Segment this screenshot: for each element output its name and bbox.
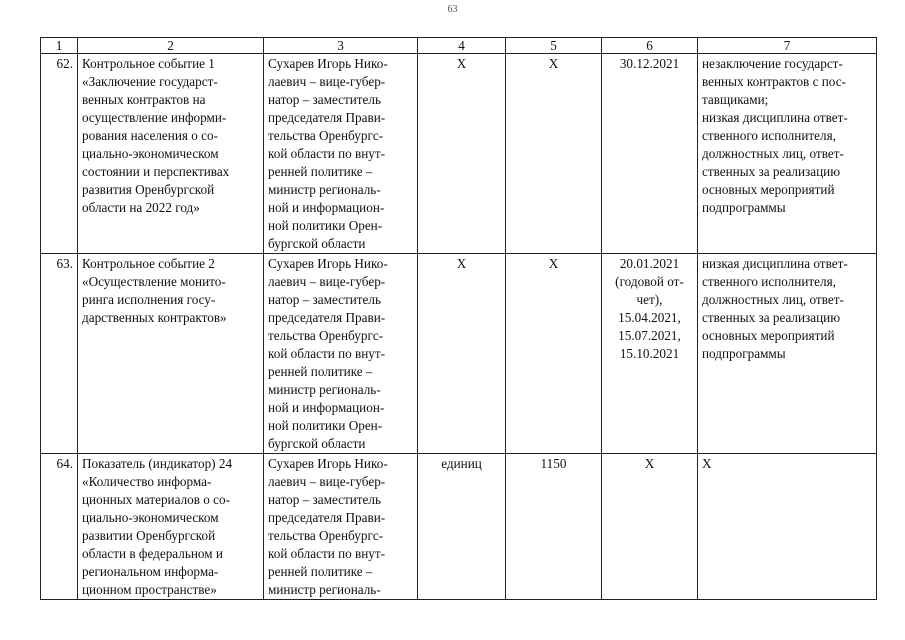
cell-line: Сухарев Игорь Нико- — [268, 256, 388, 271]
table-row — [41, 254, 877, 454]
column-number: 5 — [506, 38, 602, 54]
cell-line: ной политики Орен- — [268, 218, 383, 233]
event-cell — [78, 54, 264, 254]
cell-line: 30.12.2021 — [619, 56, 680, 71]
cell-line: (годовой от- — [615, 274, 684, 289]
responsible-cell — [264, 254, 418, 454]
cell-line: Контрольное событие 2 — [82, 256, 215, 271]
date-cell — [602, 254, 698, 454]
cell-line: кой области по внут- — [268, 146, 386, 161]
risks-cell — [698, 254, 877, 454]
column-number: 7 — [698, 38, 877, 54]
risks-cell — [698, 54, 877, 254]
cell-line: лаевич – вице-губер- — [268, 474, 386, 489]
cell-line: ной и информацион- — [268, 200, 385, 215]
event-cell — [78, 254, 264, 454]
cell-line: циально-экономическом — [82, 510, 219, 525]
cell-line: венных контрактов с пос- — [702, 74, 846, 89]
cell-line: должностных лиц, ответ- — [702, 146, 844, 161]
cell-line: ственного исполнителя, — [702, 128, 836, 143]
cell-line: Показатель (индикатор) 24 — [82, 456, 233, 471]
cell-line: 20.01.2021 — [619, 256, 680, 271]
cell-line: подпрограммы — [702, 346, 786, 361]
row-number: 64. — [41, 454, 78, 600]
cell-line: ственных за реализацию — [702, 164, 841, 179]
unit-cell: единиц — [418, 454, 506, 600]
cell-line: бургской области — [268, 436, 366, 451]
column-number: 3 — [264, 38, 418, 54]
cell-line: чет), — [636, 292, 663, 307]
cell-line: ринга исполнения госу- — [82, 292, 216, 307]
cell-line: основных мероприятий — [702, 328, 835, 343]
cell-line: ной и информацион- — [268, 400, 385, 415]
plan-table — [40, 37, 877, 600]
date-cell — [602, 54, 698, 254]
page-number: 63 — [447, 4, 458, 15]
cell-line: области в федеральном и — [82, 546, 223, 561]
value-cell: Х — [506, 54, 602, 254]
column-number: 2 — [78, 38, 264, 54]
cell-line: бургской области — [268, 236, 366, 251]
cell-line: ственного исполнителя, — [702, 274, 836, 289]
cell-line: 15.10.2021 — [619, 346, 680, 361]
row-number: 63. — [41, 254, 78, 454]
unit-cell: Х — [418, 254, 506, 454]
cell-line: развития Оренбургской — [82, 182, 215, 197]
cell-line: основных мероприятий — [702, 182, 835, 197]
cell-line: 15.07.2021, — [618, 328, 681, 343]
cell-line: ционных материалов о со- — [82, 492, 231, 507]
cell-line: председателя Прави- — [268, 310, 386, 325]
value-cell: Х — [506, 254, 602, 454]
cell-line: «Осуществление монито- — [82, 274, 226, 289]
cell-line: ренней политике – — [268, 164, 373, 179]
column-number: 6 — [602, 38, 698, 54]
cell-line: ционном пространстве» — [82, 582, 217, 597]
cell-line: Сухарев Игорь Нико- — [268, 456, 388, 471]
risks-cell — [698, 454, 877, 600]
cell-line: тельства Оренбургс- — [268, 328, 384, 343]
cell-line: министр региональ- — [268, 582, 381, 597]
cell-line: развитии Оренбургской — [82, 528, 216, 543]
cell-line: лаевич – вице-губер- — [268, 74, 386, 89]
table-row — [41, 454, 877, 600]
cell-line: 15.04.2021, — [618, 310, 681, 325]
cell-line: дарственных контрактов» — [82, 310, 227, 325]
cell-line: Х — [702, 456, 712, 471]
cell-line: низкая дисциплина ответ- — [702, 110, 848, 125]
cell-line: лаевич – вице-губер- — [268, 274, 386, 289]
cell-line: Контрольное событие 1 — [82, 56, 215, 71]
cell-line: председателя Прави- — [268, 510, 386, 525]
cell-line: натор – заместитель — [268, 292, 382, 307]
cell-line: тельства Оренбургс- — [268, 128, 384, 143]
cell-line: состоянии и перспективах — [82, 164, 230, 179]
cell-line: кой области по внут- — [268, 546, 386, 561]
cell-line: «Заключение государст- — [82, 74, 218, 89]
cell-line: натор – заместитель — [268, 92, 382, 107]
responsible-cell — [264, 454, 418, 600]
cell-line: осуществление информи- — [82, 110, 227, 125]
cell-line: циально-экономическом — [82, 146, 219, 161]
cell-line: ренней политике – — [268, 564, 373, 579]
cell-line: Сухарев Игорь Нико- — [268, 56, 388, 71]
cell-line: венных контрактов на — [82, 92, 206, 107]
cell-line: Х — [644, 456, 655, 471]
cell-line: должностных лиц, ответ- — [702, 292, 844, 307]
table-row — [41, 54, 877, 254]
cell-line: «Количество информа- — [82, 474, 212, 489]
cell-line: региональном информа- — [82, 564, 219, 579]
cell-line: рования населения о со- — [82, 128, 218, 143]
cell-line: ной политики Орен- — [268, 418, 383, 433]
value-cell: 1150 — [506, 454, 602, 600]
cell-line: министр региональ- — [268, 382, 381, 397]
cell-line: тавщиками; — [702, 92, 769, 107]
cell-line: незаключение государст- — [702, 56, 843, 71]
column-number: 4 — [418, 38, 506, 54]
cell-line: подпрограммы — [702, 200, 786, 215]
cell-line: министр региональ- — [268, 182, 381, 197]
event-cell — [78, 454, 264, 600]
unit-cell: Х — [418, 54, 506, 254]
cell-line: тельства Оренбургс- — [268, 528, 384, 543]
cell-line: области на 2022 год» — [82, 200, 200, 215]
date-cell — [602, 454, 698, 600]
cell-line: кой области по внут- — [268, 346, 386, 361]
column-number: 1 — [41, 38, 78, 54]
row-number: 62. — [41, 54, 78, 254]
cell-line: ренней политике – — [268, 364, 373, 379]
cell-line: натор – заместитель — [268, 492, 382, 507]
column-number-row — [41, 38, 877, 54]
cell-line: председателя Прави- — [268, 110, 386, 125]
cell-line: ственных за реализацию — [702, 310, 841, 325]
cell-line: низкая дисциплина ответ- — [702, 256, 848, 271]
responsible-cell — [264, 54, 418, 254]
